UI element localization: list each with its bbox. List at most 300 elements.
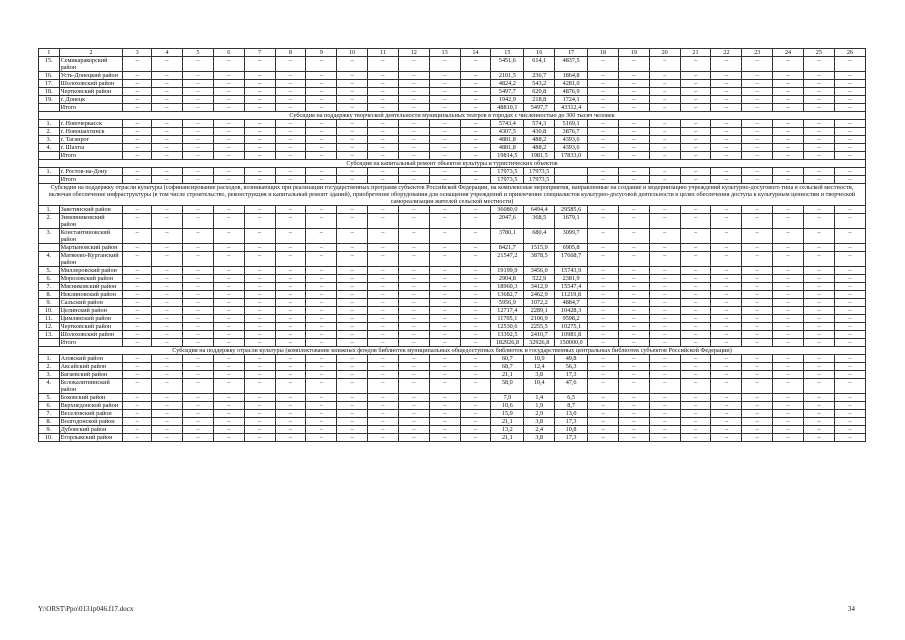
column-number: 3 (123, 49, 152, 57)
municipality-name: Семикаракорский район (59, 57, 123, 72)
total-value: 10,6 (491, 402, 524, 410)
empty-cell: – (368, 275, 399, 283)
empty-cell: – (152, 244, 183, 252)
empty-cell: – (429, 394, 460, 402)
empty-cell: – (152, 120, 183, 128)
empty-cell: – (711, 394, 742, 402)
empty-cell: – (773, 229, 804, 244)
empty-cell: – (680, 244, 711, 252)
empty-cell: – (588, 80, 619, 88)
municipality-name: Багаевский район (59, 371, 123, 379)
empty-cell: – (588, 229, 619, 244)
empty-cell: – (649, 331, 680, 339)
empty-cell: – (680, 57, 711, 72)
empty-cell: – (244, 402, 275, 410)
empty-cell: – (618, 275, 649, 283)
empty-cell: – (773, 339, 804, 347)
empty-cell: – (803, 104, 834, 112)
empty-cell: – (182, 80, 213, 88)
empty-cell: – (123, 299, 152, 307)
empty-cell: – (649, 152, 680, 160)
empty-cell: – (618, 299, 649, 307)
empty-cell: – (803, 252, 834, 267)
empty-cell: – (306, 80, 337, 88)
empty-cell: – (460, 418, 491, 426)
empty-cell: – (306, 120, 337, 128)
table-row (39, 426, 866, 434)
empty-cell: – (773, 104, 804, 112)
empty-cell: – (680, 355, 711, 363)
empty-cell: – (803, 152, 834, 160)
empty-cell: – (182, 291, 213, 299)
empty-cell: – (588, 434, 619, 442)
empty-cell: – (460, 152, 491, 160)
empty-cell: – (182, 379, 213, 394)
empty-cell: – (275, 144, 306, 152)
federal-value: 4281,0 (555, 80, 588, 88)
empty-cell: – (337, 339, 368, 347)
empty-cell: – (398, 339, 429, 347)
empty-cell: – (649, 128, 680, 136)
empty-cell: – (429, 418, 460, 426)
empty-cell: – (306, 267, 337, 275)
empty-cell: – (337, 244, 368, 252)
federal-value: 17,3 (555, 418, 588, 426)
empty-cell: – (618, 379, 649, 394)
empty-cell: – (618, 128, 649, 136)
empty-cell: – (398, 128, 429, 136)
empty-cell: – (834, 410, 865, 418)
federal-value: 4393,6 (555, 136, 588, 144)
empty-cell: – (337, 283, 368, 291)
empty-cell: – (306, 96, 337, 104)
empty-cell: – (152, 267, 183, 275)
empty-cell: – (306, 355, 337, 363)
empty-cell: – (368, 229, 399, 244)
empty-cell: – (711, 426, 742, 434)
empty-cell: – (213, 275, 244, 283)
empty-cell: – (429, 299, 460, 307)
empty-cell: – (244, 363, 275, 371)
empty-cell: – (711, 168, 742, 176)
empty-cell: – (742, 426, 773, 434)
column-number: 4 (152, 49, 183, 57)
empty-cell: – (306, 331, 337, 339)
empty-cell: – (123, 331, 152, 339)
empty-cell: – (152, 323, 183, 331)
empty-cell: – (152, 96, 183, 104)
empty-cell: – (803, 307, 834, 315)
empty-cell: – (649, 176, 680, 184)
municipality-name: Морозовский район (59, 275, 123, 283)
empty-cell: – (275, 206, 306, 214)
empty-cell: – (398, 315, 429, 323)
empty-cell: – (711, 379, 742, 394)
regional-value: 522,9 (524, 275, 555, 283)
municipality-name: Азовский район (59, 355, 123, 363)
empty-cell: – (742, 402, 773, 410)
empty-cell: – (244, 331, 275, 339)
empty-cell: – (588, 96, 619, 104)
empty-cell: – (588, 72, 619, 80)
empty-cell: – (588, 168, 619, 176)
empty-cell: – (460, 176, 491, 184)
empty-cell: – (306, 128, 337, 136)
empty-cell: – (711, 299, 742, 307)
empty-cell: – (244, 355, 275, 363)
empty-cell: – (275, 96, 306, 104)
empty-cell: – (429, 176, 460, 184)
empty-cell: – (460, 434, 491, 442)
regional-value: 12,4 (524, 363, 555, 371)
empty-cell: – (834, 394, 865, 402)
empty-cell: – (123, 136, 152, 144)
total-value: 15,9 (491, 410, 524, 418)
empty-cell: – (711, 104, 742, 112)
empty-cell: – (742, 394, 773, 402)
federal-value: 1864,8 (555, 72, 588, 80)
empty-cell: – (618, 331, 649, 339)
empty-cell: – (244, 252, 275, 267)
empty-cell: – (275, 402, 306, 410)
empty-cell: – (649, 355, 680, 363)
empty-cell: – (649, 206, 680, 214)
empty-cell: – (588, 394, 619, 402)
section-title: Субсидия на поддержку творческой деятельности муниципальных театров в городах с численностью до 300 тысяч человек (39, 112, 866, 120)
empty-cell: – (398, 434, 429, 442)
empty-cell: – (152, 363, 183, 371)
empty-cell: – (368, 315, 399, 323)
empty-cell: – (275, 229, 306, 244)
federal-value: 150000,0 (555, 339, 588, 347)
empty-cell: – (244, 176, 275, 184)
empty-cell: – (773, 291, 804, 299)
empty-cell: – (742, 267, 773, 275)
empty-cell: – (213, 283, 244, 291)
empty-cell: – (182, 244, 213, 252)
empty-cell: – (460, 88, 491, 96)
empty-cell: – (834, 315, 865, 323)
section-header-row (39, 184, 866, 206)
empty-cell: – (244, 339, 275, 347)
row-number: 1. (39, 206, 60, 214)
empty-cell: – (398, 283, 429, 291)
empty-cell: – (306, 168, 337, 176)
table-row (39, 214, 866, 229)
empty-cell: – (152, 331, 183, 339)
empty-cell: – (680, 275, 711, 283)
empty-cell: – (618, 168, 649, 176)
empty-cell: – (742, 57, 773, 72)
empty-cell: – (742, 229, 773, 244)
empty-cell: – (773, 88, 804, 96)
empty-cell: – (337, 267, 368, 275)
empty-cell: – (244, 434, 275, 442)
empty-cell: – (588, 144, 619, 152)
municipality-name: Аксайский район (59, 363, 123, 371)
total-value: 4307,5 (491, 128, 524, 136)
empty-cell: – (182, 339, 213, 347)
federal-value: 4393,6 (555, 144, 588, 152)
empty-cell: – (337, 410, 368, 418)
empty-cell: – (460, 136, 491, 144)
municipality-name: Веселовский район (59, 410, 123, 418)
empty-cell: – (429, 426, 460, 434)
municipality-name: Итого (59, 152, 123, 160)
empty-cell: – (306, 323, 337, 331)
empty-cell: – (213, 379, 244, 394)
empty-cell: – (460, 168, 491, 176)
row-number: 7. (39, 410, 60, 418)
table-row (39, 331, 866, 339)
total-value: 21,1 (491, 434, 524, 442)
empty-cell: – (773, 275, 804, 283)
empty-cell: – (680, 144, 711, 152)
empty-cell: – (213, 72, 244, 80)
empty-cell: – (182, 307, 213, 315)
empty-cell: – (773, 72, 804, 80)
empty-cell: – (803, 168, 834, 176)
column-number: 15 (491, 49, 524, 57)
empty-cell: – (834, 402, 865, 410)
empty-cell: – (680, 176, 711, 184)
table-row (39, 88, 866, 96)
total-value: 17973,5 (491, 176, 524, 184)
empty-cell: – (123, 307, 152, 315)
empty-cell: – (306, 57, 337, 72)
federal-value: 1679,1 (555, 214, 588, 229)
empty-cell: – (152, 275, 183, 283)
empty-cell: – (803, 426, 834, 434)
empty-cell: – (680, 104, 711, 112)
federal-value: 17,3 (555, 434, 588, 442)
empty-cell: – (306, 307, 337, 315)
total-value: 1942,9 (491, 96, 524, 104)
regional-value: 3,8 (524, 418, 555, 426)
empty-cell: – (182, 275, 213, 283)
empty-cell: – (337, 128, 368, 136)
empty-cell: – (275, 57, 306, 72)
regional-value: 17973,5 (524, 168, 555, 176)
empty-cell: – (588, 136, 619, 144)
empty-cell: – (742, 168, 773, 176)
row-number: 2. (39, 214, 60, 229)
empty-cell: – (460, 275, 491, 283)
empty-cell: – (803, 80, 834, 88)
empty-cell: – (244, 80, 275, 88)
table-row (39, 206, 866, 214)
empty-cell: – (275, 88, 306, 96)
empty-cell: – (680, 136, 711, 144)
empty-cell: – (742, 136, 773, 144)
regional-value: 236,7 (524, 72, 555, 80)
empty-cell: – (834, 229, 865, 244)
empty-cell: – (834, 363, 865, 371)
empty-cell: – (123, 426, 152, 434)
table-row (39, 323, 866, 331)
regional-value: 5497,7 (524, 104, 555, 112)
empty-cell: – (398, 307, 429, 315)
empty-cell: – (306, 426, 337, 434)
empty-cell: – (182, 252, 213, 267)
table-row (39, 410, 866, 418)
column-number: 8 (275, 49, 306, 57)
empty-cell: – (398, 120, 429, 128)
empty-cell: – (773, 315, 804, 323)
empty-cell: – (742, 275, 773, 283)
regional-value: 368,5 (524, 214, 555, 229)
empty-cell: – (618, 144, 649, 152)
empty-cell: – (275, 176, 306, 184)
row-number: 17. (39, 80, 60, 88)
federal-value: 29585,6 (555, 206, 588, 214)
empty-cell: – (244, 323, 275, 331)
empty-cell: – (711, 315, 742, 323)
column-number: 20 (649, 49, 680, 57)
empty-cell: – (834, 104, 865, 112)
empty-cell: – (368, 244, 399, 252)
empty-cell: – (742, 128, 773, 136)
empty-cell: – (244, 229, 275, 244)
empty-cell: – (429, 214, 460, 229)
empty-cell: – (275, 331, 306, 339)
row-number (39, 339, 60, 347)
empty-cell: – (368, 299, 399, 307)
column-number: 16 (524, 49, 555, 57)
empty-cell: – (803, 363, 834, 371)
empty-cell: – (213, 120, 244, 128)
empty-cell: – (275, 323, 306, 331)
total-value: 13392,5 (491, 331, 524, 339)
empty-cell: – (803, 331, 834, 339)
empty-cell: – (368, 96, 399, 104)
regional-value: 620,8 (524, 88, 555, 96)
regional-value: 6494,4 (524, 206, 555, 214)
empty-cell: – (306, 283, 337, 291)
empty-cell: – (398, 355, 429, 363)
empty-cell: – (182, 355, 213, 363)
empty-cell: – (152, 176, 183, 184)
empty-cell: – (460, 229, 491, 244)
empty-cell: – (460, 299, 491, 307)
empty-cell: – (834, 339, 865, 347)
empty-cell: – (306, 434, 337, 442)
empty-cell: – (803, 144, 834, 152)
empty-cell: – (429, 355, 460, 363)
empty-cell: – (460, 128, 491, 136)
empty-cell: – (368, 176, 399, 184)
empty-cell: – (711, 418, 742, 426)
empty-cell: – (244, 291, 275, 299)
empty-cell: – (368, 168, 399, 176)
empty-cell: – (834, 206, 865, 214)
empty-cell: – (429, 136, 460, 144)
empty-cell: – (711, 72, 742, 80)
empty-cell: – (803, 410, 834, 418)
federal-value: 4876,9 (555, 88, 588, 96)
empty-cell: – (213, 363, 244, 371)
empty-cell: – (368, 283, 399, 291)
empty-cell: – (368, 434, 399, 442)
empty-cell: – (429, 229, 460, 244)
empty-cell: – (773, 96, 804, 104)
empty-cell: – (275, 72, 306, 80)
empty-cell: – (123, 434, 152, 442)
row-number: 8. (39, 418, 60, 426)
empty-cell: – (680, 88, 711, 96)
empty-cell: – (182, 120, 213, 128)
empty-cell: – (742, 214, 773, 229)
empty-cell: – (368, 104, 399, 112)
empty-cell: – (123, 252, 152, 267)
empty-cell: – (588, 418, 619, 426)
column-number: 19 (618, 49, 649, 57)
empty-cell: – (398, 144, 429, 152)
empty-cell: – (680, 72, 711, 80)
empty-cell: – (398, 57, 429, 72)
empty-cell: – (368, 363, 399, 371)
empty-cell: – (680, 152, 711, 160)
empty-cell: – (618, 72, 649, 80)
footer-file-path: Y:\ORST\Ppo\0131p046.f17.docx (38, 605, 134, 613)
empty-cell: – (275, 418, 306, 426)
empty-cell: – (429, 379, 460, 394)
empty-cell: – (368, 206, 399, 214)
empty-cell: – (834, 434, 865, 442)
empty-cell: – (152, 152, 183, 160)
empty-cell: – (680, 299, 711, 307)
regional-value: 2462,9 (524, 291, 555, 299)
empty-cell: – (649, 363, 680, 371)
empty-cell: – (182, 323, 213, 331)
empty-cell: – (337, 379, 368, 394)
empty-cell: – (398, 229, 429, 244)
empty-cell: – (123, 96, 152, 104)
empty-cell: – (618, 283, 649, 291)
municipality-name: Заветинский район (59, 206, 123, 214)
empty-cell: – (213, 410, 244, 418)
empty-cell: – (429, 434, 460, 442)
regional-value: 2255,5 (524, 323, 555, 331)
empty-cell: – (773, 426, 804, 434)
empty-cell: – (275, 426, 306, 434)
empty-cell: – (213, 307, 244, 315)
empty-cell: – (152, 307, 183, 315)
empty-cell: – (306, 379, 337, 394)
empty-cell: – (618, 57, 649, 72)
empty-cell: – (152, 206, 183, 214)
column-number: 24 (773, 49, 804, 57)
federal-value: 2381,9 (555, 275, 588, 283)
regional-value: 218,8 (524, 96, 555, 104)
table-row (39, 315, 866, 323)
empty-cell: – (742, 244, 773, 252)
row-number: 1. (39, 355, 60, 363)
empty-cell: – (368, 410, 399, 418)
federal-value: 6,5 (555, 394, 588, 402)
empty-cell: – (368, 252, 399, 267)
table-row (39, 275, 866, 283)
empty-cell: – (398, 426, 429, 434)
empty-cell: – (152, 88, 183, 96)
federal-value: 1724,1 (555, 96, 588, 104)
empty-cell: – (182, 402, 213, 410)
empty-cell: – (152, 144, 183, 152)
row-number: 19. (39, 96, 60, 104)
table-row (39, 244, 866, 252)
empty-cell: – (337, 402, 368, 410)
empty-cell: – (460, 426, 491, 434)
